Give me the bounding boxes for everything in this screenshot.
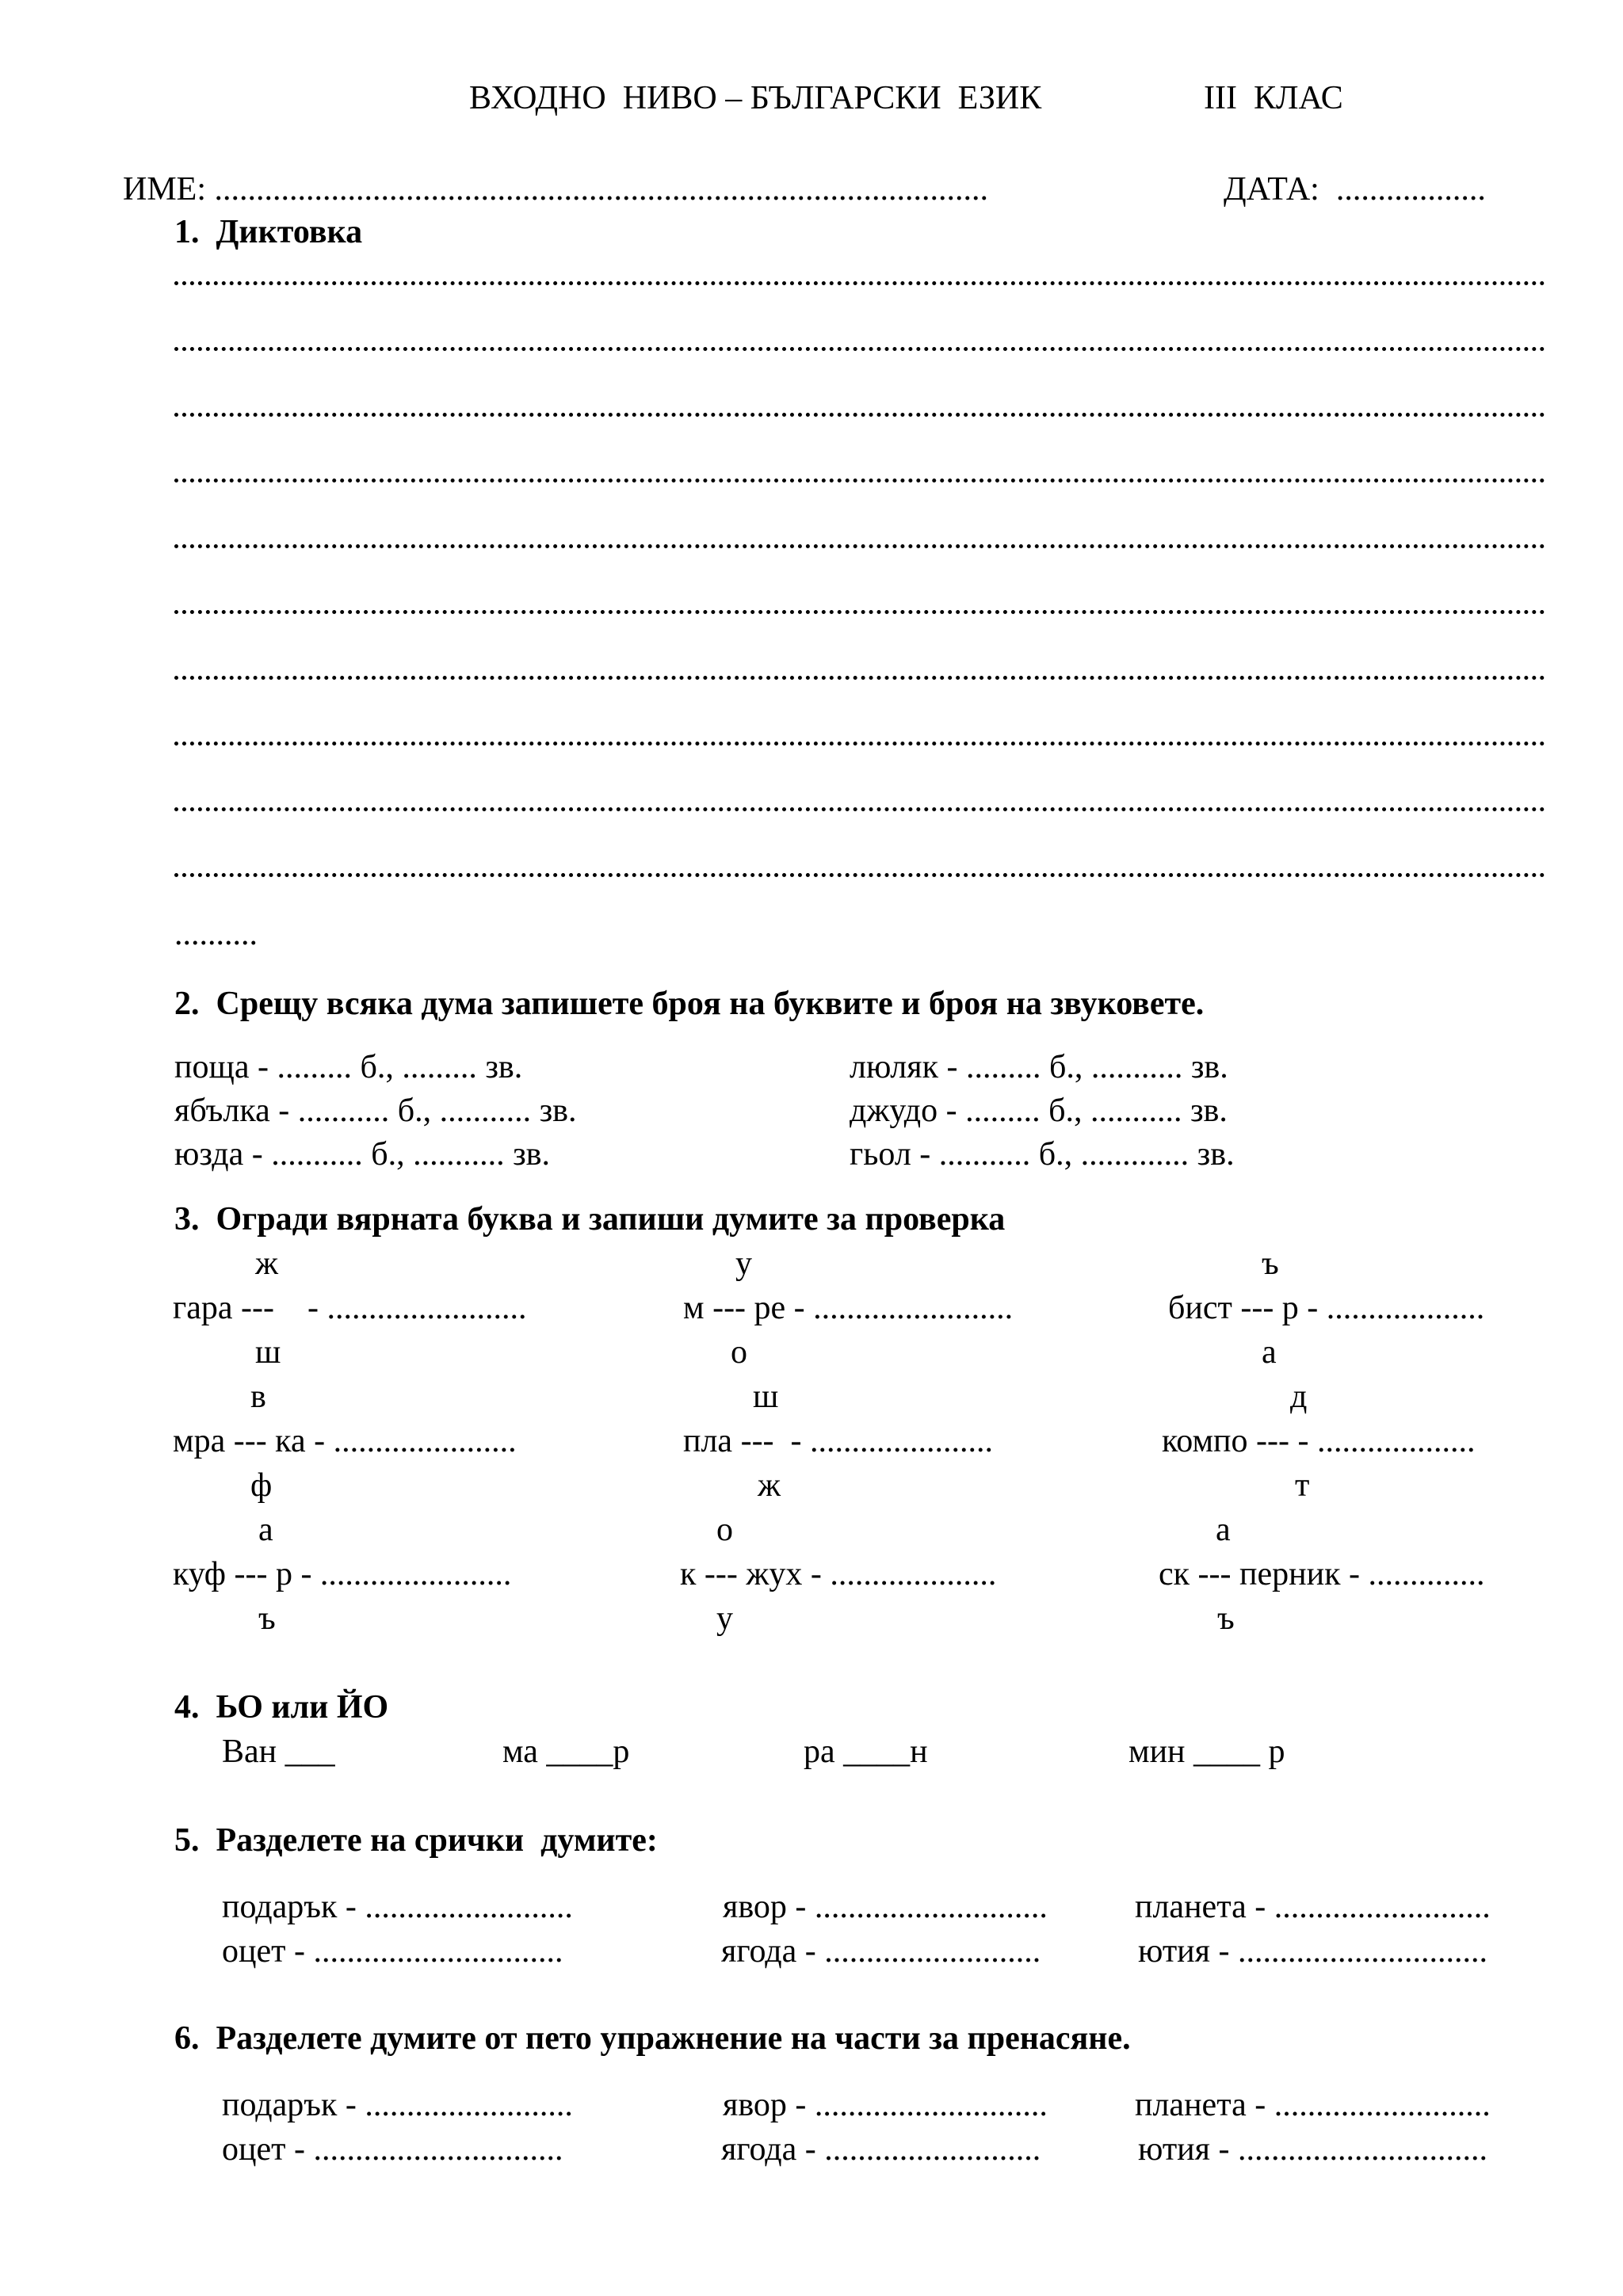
grade-label: III КЛАС [1204, 80, 1343, 116]
task5-heading: 5. Разделете на срички думите: [174, 1822, 658, 1859]
letter-option[interactable]: у [735, 1245, 752, 1282]
dictation-tail-dots[interactable]: .......... [174, 916, 258, 952]
task4-item[interactable]: Ван ___ [222, 1733, 335, 1770]
dictation-line[interactable] [174, 722, 1545, 746]
letter-option[interactable]: о [716, 1512, 733, 1548]
task3-word[interactable]: ск --- перник - .............. [1159, 1556, 1485, 1592]
syllable-item[interactable]: подарък - ......................... [222, 1889, 573, 1925]
task6-heading: 6. Разделете думите от пето упражнение на части за пренасяне. [174, 2020, 1131, 2057]
letter-option[interactable]: а [1262, 1334, 1277, 1371]
task3-word[interactable]: куф --- р - ....................... [173, 1556, 512, 1592]
task4-item[interactable]: ра ____н [804, 1733, 928, 1770]
dictation-line[interactable] [174, 327, 1545, 351]
letter-option[interactable]: ж [758, 1467, 781, 1504]
letter-option[interactable]: о [731, 1334, 747, 1371]
task3-word[interactable]: пла --- - ...................... [683, 1423, 994, 1459]
task4-item[interactable]: ма ____р [502, 1733, 630, 1770]
task1-heading: 1. Диктовка [174, 214, 363, 250]
letter-option[interactable]: у [716, 1600, 733, 1637]
task2-heading: 2. Срещу всяка дума запишете броя на буквите и броя на звуковете. [174, 986, 1205, 1022]
letter-option[interactable]: ъ [258, 1600, 276, 1637]
hyphenation-item[interactable]: планета - .......................... [1135, 2087, 1491, 2123]
letter-option[interactable]: д [1290, 1379, 1308, 1415]
task3-word[interactable]: мра --- ка - ...................... [173, 1423, 517, 1459]
syllable-item[interactable]: ютия - .............................. [1138, 1933, 1487, 1970]
worksheet-title: ВХОДНО НИВО – БЪЛГАРСКИ ЕЗИК [469, 80, 1042, 116]
task2-item[interactable]: поща - ......... б., ......... зв. [174, 1049, 523, 1085]
syllable-item[interactable]: явор - ............................ [723, 1889, 1048, 1925]
letter-option[interactable]: ф [250, 1467, 273, 1504]
dictation-line[interactable] [174, 524, 1545, 548]
task2-item[interactable]: ябълка - ........... б., ........... зв. [174, 1093, 577, 1129]
syllable-item[interactable]: оцет - .............................. [222, 1933, 563, 1970]
task3-heading: 3. Огради вярната буква и запиши думите за проверка [174, 1201, 1006, 1238]
dictation-line[interactable] [174, 261, 1545, 285]
dictation-line[interactable] [174, 590, 1545, 614]
task2-item[interactable]: люляк - ......... б., ........... зв. [850, 1049, 1228, 1085]
letter-option[interactable]: ъ [1217, 1600, 1235, 1637]
hyphenation-item[interactable]: подарък - ......................... [222, 2087, 573, 2123]
dictation-line[interactable] [174, 788, 1545, 811]
dictation-line[interactable] [174, 393, 1545, 417]
task3-word[interactable]: гара --- - ........................ [173, 1290, 527, 1326]
letter-option[interactable]: ж [255, 1245, 279, 1282]
letter-option[interactable]: а [1216, 1512, 1231, 1548]
letter-option[interactable]: а [258, 1512, 273, 1548]
letter-option[interactable]: т [1295, 1467, 1310, 1504]
hyphenation-item[interactable]: ягода - .......................... [721, 2131, 1041, 2168]
task3-word[interactable]: м --- ре - ........................ [683, 1290, 1014, 1326]
task3-word[interactable]: бист --- р - ................... [1168, 1290, 1485, 1326]
dictation-line[interactable] [174, 459, 1545, 482]
letter-option[interactable]: ъ [1262, 1245, 1279, 1282]
task2-item[interactable]: джудо - ......... б., ........... зв. [850, 1093, 1228, 1129]
letter-option[interactable]: в [250, 1379, 266, 1415]
syllable-item[interactable]: ягода - .......................... [721, 1933, 1041, 1970]
letter-option[interactable]: ш [255, 1334, 281, 1371]
task4-heading: 4. ЬО или ЙО [174, 1689, 389, 1726]
dictation-line[interactable] [174, 656, 1545, 680]
task2-item[interactable]: гьол - ........... б., ............. зв. [850, 1136, 1235, 1173]
date-field[interactable]: ДАТА: .................. [1224, 171, 1486, 208]
syllable-item[interactable]: планета - .......................... [1135, 1889, 1491, 1925]
task3-word[interactable]: компо --- - ................... [1162, 1423, 1476, 1459]
task2-item[interactable]: юзда - ........... б., ........... зв. [174, 1136, 550, 1173]
name-field[interactable]: ИМЕ: ............................................................................................. [123, 171, 988, 208]
letter-option[interactable]: ш [753, 1379, 779, 1415]
task3-word[interactable]: к --- жух - .................... [680, 1556, 997, 1592]
hyphenation-item[interactable]: явор - ............................ [723, 2087, 1048, 2123]
dictation-line[interactable] [174, 853, 1545, 877]
task4-item[interactable]: мин ____ р [1128, 1733, 1285, 1770]
hyphenation-item[interactable]: ютия - .............................. [1138, 2131, 1487, 2168]
hyphenation-item[interactable]: оцет - .............................. [222, 2131, 563, 2168]
